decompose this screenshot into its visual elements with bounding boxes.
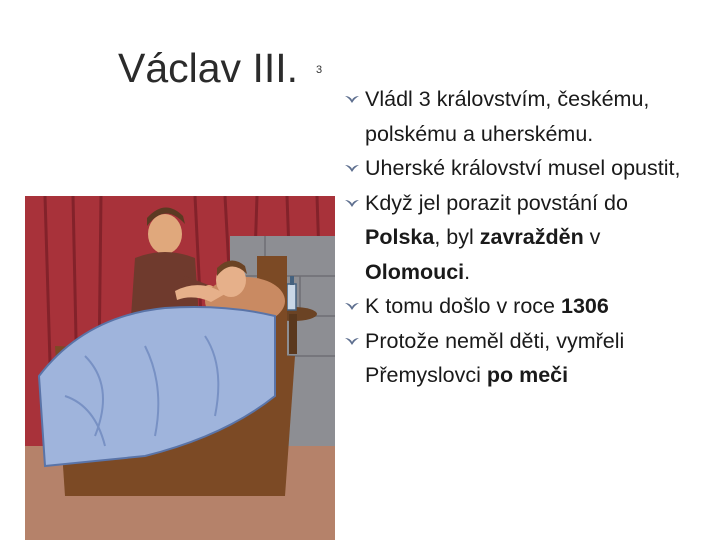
bullet-text: . bbox=[464, 259, 471, 284]
wing-bullet-icon bbox=[344, 302, 360, 311]
bullet-item bbox=[344, 186, 704, 290]
bullet-text: Vládl 3 královstvím, českému, polskému a uherskému. bbox=[365, 87, 650, 146]
bullet-text: v bbox=[583, 225, 601, 249]
bullet-item bbox=[344, 289, 704, 324]
bullet-text: Uherské království musel opustit, bbox=[365, 156, 681, 180]
bullet-text: , byl bbox=[434, 225, 480, 249]
bullet-text: K tomu došlo v roce bbox=[365, 294, 561, 318]
bullet-bold-text: 1306 bbox=[560, 294, 609, 318]
bullet-bold-text: zavražděn bbox=[479, 225, 584, 249]
bullet-bold-text: Polska bbox=[365, 225, 435, 249]
bullet-item bbox=[344, 324, 704, 393]
bullet-text: Protože neměl děti, vymřeli Přemyslovci bbox=[365, 328, 625, 387]
slide-title: Václav III. bbox=[118, 45, 299, 91]
bullet-item bbox=[344, 151, 704, 186]
bullet-bold-text: Olomouci bbox=[365, 259, 465, 284]
wing-bullet-icon bbox=[344, 199, 360, 208]
bullet-item bbox=[344, 82, 704, 151]
bullet-list bbox=[344, 82, 704, 393]
bullet-bold-text: po meči bbox=[486, 363, 569, 387]
wing-bullet-icon bbox=[344, 95, 360, 104]
bullet-text: Když jel porazit povstání do bbox=[365, 190, 628, 215]
wing-bullet-icon bbox=[344, 164, 360, 173]
slide-number: 3 bbox=[316, 64, 323, 76]
wing-bullet-icon bbox=[344, 337, 360, 346]
death-bed-illustration bbox=[25, 196, 335, 540]
